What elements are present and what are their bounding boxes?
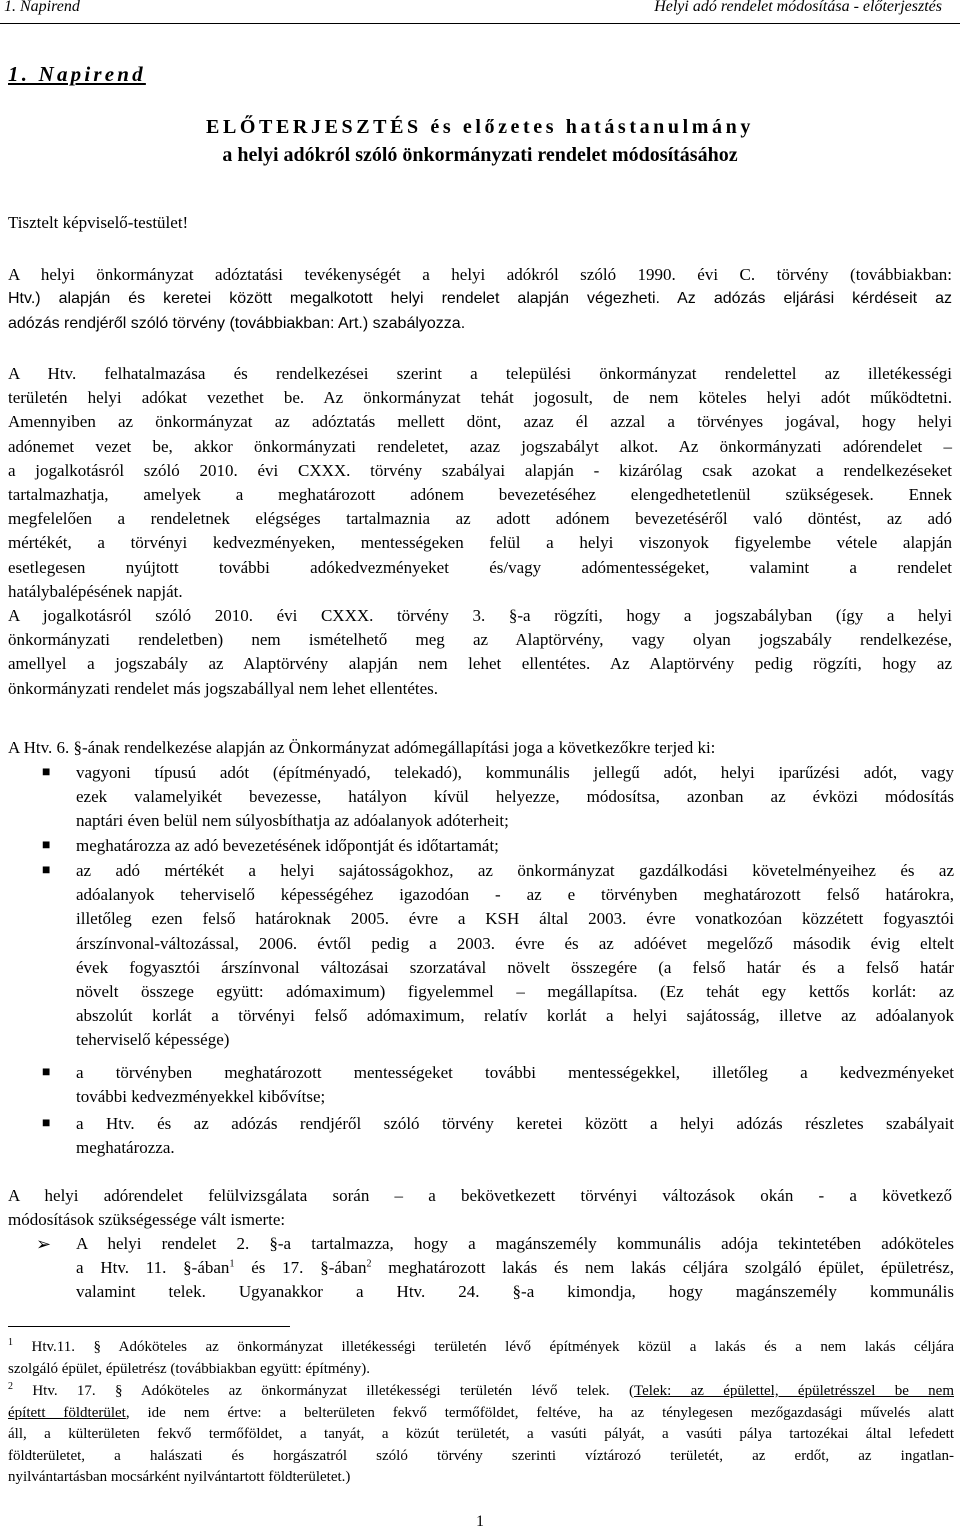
header-left: 1. Napirend — [4, 0, 80, 15]
footnote-underlined-text: épített földterület — [8, 1404, 126, 1421]
para4-line: módosítások szükségessége vált ismerte: — [8, 1210, 286, 1230]
para3-intro: A Htv. 6. §-ának rendelkezése alapján az Önkormányzat adómegállapítási joga a következőkre terjed ki: — [8, 738, 716, 757]
para2-line: önkormányzati rendelet más jogszabállyal nem lehet ellentétes. — [8, 678, 439, 698]
bullet-line: illetőleg ezen felső határoknak 2005. évre a KSH által 2003. évre vonatkozóan közzétett fogyasztói — [76, 909, 954, 929]
arrow-line-with-refs — [76, 1256, 954, 1280]
para1-line: A helyi önkormányzat adóztatási tevékenységét a helyi adókról szóló 1990. évi C. törvény (továbbiakban: — [8, 265, 952, 284]
para2-line: esetlegesen nyújtott további adókedvezményeket és/vagy adómentességeket, valamint a rendelet — [8, 557, 952, 577]
para4-line: A helyi adórendelet felülvizsgálata során – a bekövetkezett törvényi változások okán - a következő — [8, 1186, 952, 1205]
bullet-square-icon: ■ — [42, 1116, 51, 1131]
bullet-item — [76, 761, 954, 834]
arrow-text: és 17. §-ában — [234, 1258, 367, 1278]
para2-line: önkormányzati rendeletben) nem ismételhető meg az Alaptörvény, vagy olyan jogszabály rendelkezése, — [8, 630, 952, 650]
arrow-text: a Htv. 11. §-ában — [76, 1258, 230, 1278]
footnote-underlined-text: Telek: az épülettel, épületrésszel be nem — [633, 1383, 954, 1399]
header-right: Helyi adó rendelet módosítása - előterjesztés — [654, 0, 942, 15]
para2-line: amellyel a jogszabály az Alaptörvény alapján nem lehet ellentétes. Az Alaptörvény pedig rögzíti, hogy az — [8, 654, 952, 674]
footnote-line — [8, 1381, 954, 1403]
bullet-line: naptári éven belül nem súlyosbíthatja az adóalanyok adóterheit; — [76, 811, 509, 831]
para2-line: hatálybalépésének napját. — [8, 581, 183, 601]
bullet-line: a törvényben meghatározott mentességeket további mentességekkel, illetőleg a kedvezményeket — [76, 1063, 954, 1082]
bullet-line: meghatározza az adó bevezetésének időpontját és időtartamát; — [76, 836, 499, 855]
bullet-square-icon: ■ — [42, 765, 51, 780]
para2-line: mértékét, a törvényi kedvezményeken, mentességeken felül a helyi viszonyok figyelembe vétele alapján — [8, 533, 952, 553]
salutation: Tisztelt képviselő-testület! — [8, 213, 189, 232]
bullet-item — [76, 834, 954, 858]
footnote-line — [8, 1337, 954, 1359]
page-number: 1 — [476, 1513, 484, 1530]
document-subtitle: a helyi adókról szóló önkormányzati rendelet módosításához — [222, 144, 738, 166]
para1-line: adózás rendjéről szóló törvény (továbbiakban: Art.) szabályozza. — [8, 315, 466, 332]
footnote-line: áll, a külterületen fekvő termőföldet, a tanyát, a közút területét, a vasúti pályát, a vasúti pálya tartozékai által lefedett — [8, 1426, 954, 1442]
para2-line: területén helyi adókat vezethet be. Az önkormányzat tehát jogosult, de nem köteles helyi adót működtetni. — [8, 388, 952, 408]
footnote-number: 1 — [8, 1337, 13, 1348]
bullet-item — [76, 1061, 954, 1109]
bullet-line: teherviselő képessége) — [76, 1030, 230, 1050]
para2-line: a jogalkotásról szóló 2010. évi CXXX. törvény szabályai alapján - kizárólag csak azokat a rendelkezéseket — [8, 460, 952, 480]
para2-line: megfelelően a rendeletnek elégséges tartalmaznia az adott adónem bevezetéséről való döntést, az adó — [8, 509, 952, 529]
footnote-2 — [8, 1381, 954, 1489]
arrow-bullet-icon: ➢ — [36, 1234, 52, 1254]
footnote-text: Htv.11. § Adóköteles az önkormányzat illetékességi területén lévő építmények közül a lakás és a nem lakás céljára — [13, 1339, 954, 1355]
bullet-square-icon: ■ — [42, 863, 51, 878]
bullet-square-icon: ■ — [42, 1065, 51, 1080]
footnote-text: Htv. 17. § Adóköteles az önkormányzat illetékességi területén lévő telek. ( — [13, 1383, 634, 1399]
para2-line: A jogalkotásról szóló 2010. évi CXXX. törvény 3. §-a rögzíti, hogy a jogszabályban (így a helyi — [8, 606, 952, 626]
bullet-line: vagyoni típusú adót (építményadó, telekadó), kommunális jellegű adót, helyi iparűzési adót, vagy — [76, 763, 954, 782]
agenda-heading: 1. Napirend — [8, 62, 146, 86]
para2-line: A Htv. felhatalmazása és rendelkezései szerint a települési önkormányzat rendelettel az illetékességi — [8, 364, 952, 383]
arrow-line: A helyi rendelet 2. §-a tartalmazza, hogy a magánszemély kommunális adója tekintetében adóköteles — [76, 1234, 954, 1253]
bullet-line: az adó mértékét a helyi sajátosságokhoz, az önkormányzat gazdálkodási követelményeihez és az — [76, 861, 954, 880]
bullet-line: további kedvezményekkel kibővítse; — [76, 1087, 326, 1107]
bullet-item — [76, 1112, 954, 1160]
footnote-separator — [8, 1326, 290, 1327]
footnote-line: nyilvántartásban mocsárként nyilvántartott földterületet.) — [8, 1469, 351, 1485]
footnote-line: földterületet, a halászati és horgászatról szóló törvény szerinti víztározó területét, az erdőt, az ingatlan- — [8, 1447, 954, 1464]
bullet-line: növelt összege együtt: adómaximum) figyelemmel – megállapítsa. (Ez tehát egy kettős korlát: az — [76, 982, 954, 1002]
footnote-line — [8, 1403, 954, 1425]
footnote-1 — [8, 1337, 954, 1380]
footnote-text: , ide nem értve: a belterületen fekvő termőföldet, feltéve, ha az ténylegesen mezőgazdasági művelés alatt — [125, 1404, 954, 1421]
arrow-text: meghatározott lakás és nem lakás céljára szolgáló épület, épületrész, — [371, 1258, 954, 1278]
footnote-number: 2 — [8, 1381, 13, 1392]
para1-line: Htv.) alapján és keretei között megalkotott helyi rendelet alapján végezheti. Az adózás eljárási kérdéseit az — [8, 290, 952, 307]
bullet-line: árszínvonal-változással, 2006. évtől pedig a 2003. évre és az adóévet megelőző második évig eltelt — [76, 933, 954, 953]
header-rule — [0, 23, 960, 24]
para2-line: Amennyiben az önkormányzat az adóztatás mellett dönt, azaz él azzal a törvényes jogával, hogy helyi — [8, 412, 952, 432]
page-header — [0, 0, 960, 20]
para4 — [8, 1184, 952, 1232]
bullet-line: adóalanyok teherviselő képességéhez igazodóan - az e törvényben meghatározott felső határokra, — [76, 885, 954, 905]
bullet-line: meghatározza. — [76, 1138, 175, 1158]
bullet-line: a Htv. és az adózás rendjéről szóló törvény keretei között a helyi adózás részletes szabályait — [76, 1114, 954, 1133]
document-title: ELŐTERJESZTÉS és előzetes hatástanulmány — [206, 116, 754, 138]
footnote-ref-1: 1 — [229, 1258, 235, 1270]
bullet-square-icon: ■ — [42, 838, 51, 853]
bullet-line: ezek valamelyikét bevezesse, hatályon kívül helyezze, módosítsa, azonban az évközi módosítás — [76, 787, 954, 807]
footnote-line: szolgáló épület, épületrész (továbbiakban együtt: építmény). — [8, 1360, 370, 1377]
footnote-ref-2: 2 — [366, 1258, 372, 1270]
bullet-item — [76, 859, 954, 1053]
para2-line: tartalmazhatja, amelyek a meghatározott adónem bevezetéséhez elengedhetetlenül szükségesek. Ennek — [8, 485, 952, 505]
para2 — [8, 362, 952, 701]
arrow-line: valamint telek. Ugyanakkor a Htv. 24. §-a kimondja, hogy magánszemély kommunális — [76, 1282, 954, 1302]
bullet-line: évek fogyasztói árszínvonal változásai szorzatával növelt összegére (a felső határ és a felső határ — [76, 957, 954, 977]
arrow-item — [76, 1232, 954, 1305]
para2-line: adónemet vezet be, akkor önkormányzati rendeletet, azaz jogszabályt alkot. Az önkormányzati adórendelet – — [8, 436, 952, 456]
bullet-line: abszolút korlát a törvényi felső adómaximum, relatív korlát a helyi sajátosság, illetve az adóalanyok — [76, 1006, 954, 1026]
